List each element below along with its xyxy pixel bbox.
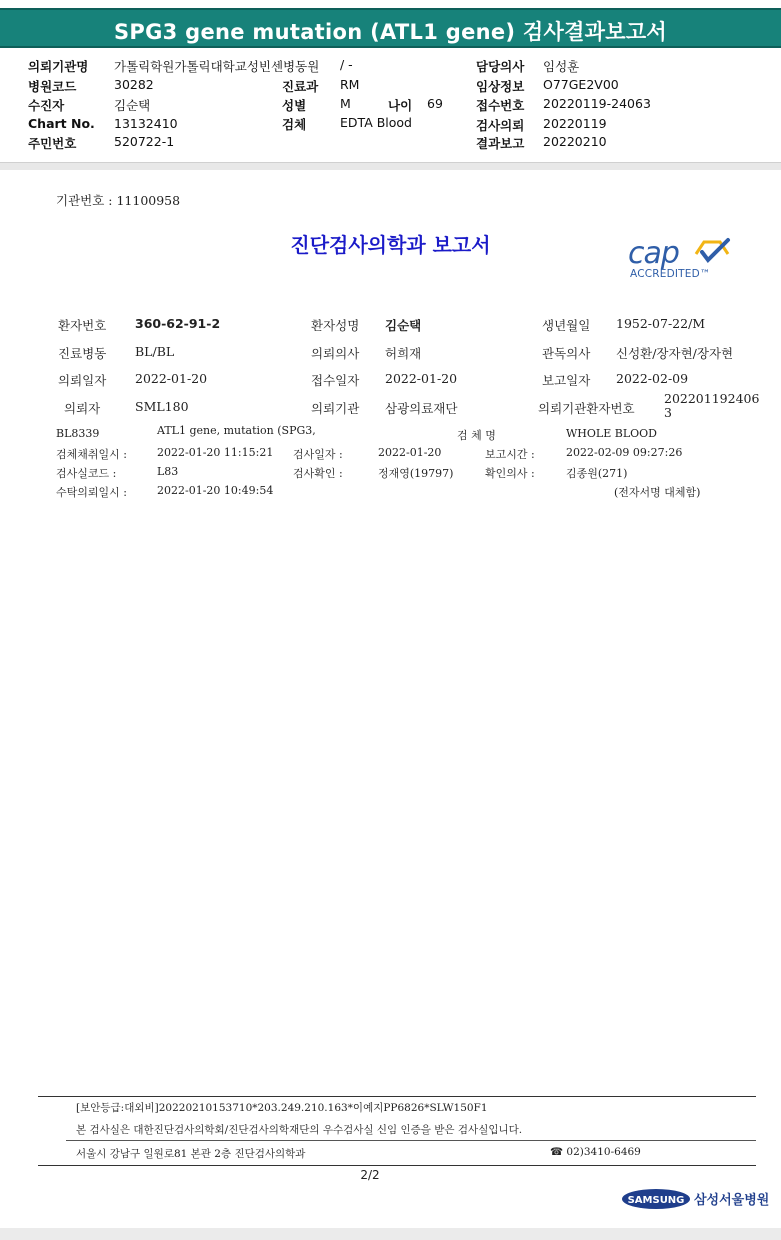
- patient-name-value: 김순택: [385, 318, 422, 333]
- commission-time-value: 2022-01-20 10:49:54: [157, 484, 274, 497]
- report-date-label: 보고일자: [542, 373, 591, 388]
- receipt-label: 접수번호: [476, 98, 525, 113]
- birth-label: 생년월일: [542, 318, 591, 333]
- test-date-value: 2022-01-20: [378, 446, 442, 459]
- confirm-doctor-value: 김종원(271): [566, 467, 628, 480]
- samsung-brand-text: SAMSUNG: [627, 1195, 685, 1206]
- institution-extra: / -: [340, 57, 353, 72]
- test-date-label: 검사일자 :: [293, 448, 343, 461]
- req-inst-patient-value-2: 3: [664, 405, 672, 420]
- receipt-value: 20220119-24063: [543, 96, 651, 111]
- doctor-label: 담당의사: [476, 59, 525, 74]
- requester-value: SML180: [135, 399, 189, 414]
- institution-value: 가톨릭학원가톨릭대학교성빈센병동원: [114, 59, 320, 74]
- recv-date-label: 접수일자: [311, 373, 360, 388]
- req-inst-label: 의뢰기관: [311, 401, 360, 416]
- specimen-name-value: WHOLE BLOOD: [566, 427, 657, 440]
- requester-label: 의뢰자: [64, 401, 101, 416]
- cap-check-icon: [690, 236, 732, 268]
- signature-note: (전자서명 대체함): [614, 486, 701, 499]
- banner-title: SPG3 gene mutation (ATL1 gene) 검사결과보고서: [113, 20, 668, 44]
- ward-value: BL/BL: [135, 344, 175, 359]
- test-confirm-label: 검사확인 :: [293, 467, 343, 480]
- lab-code-value: L83: [157, 465, 179, 478]
- bottom-margin: [0, 1228, 781, 1240]
- specimen-value: EDTA Blood: [340, 115, 412, 130]
- rrn-label: 주민번호: [28, 136, 77, 151]
- hospital-name-text: 삼성서울병원: [694, 1193, 770, 1208]
- certification-line: 본 검사실은 대한진단검사의학회/진단검사의학재단의 우수검사실 신임 인증을 받은 검사실입니다.: [76, 1124, 523, 1136]
- cap-accredited-logo: [628, 236, 732, 286]
- req-date-label: 의뢰일자: [58, 373, 107, 388]
- req-inst-patient-label: 의뢰기관환자번호: [538, 401, 635, 416]
- report-title: 진단검사의학과 보고서: [290, 233, 491, 257]
- agency-number: 기관번호 : 11100958: [56, 193, 181, 208]
- req-inst-patient-value-1: 202201192406: [664, 391, 760, 406]
- collector-label: 수진자: [28, 98, 65, 113]
- security-line: [보안등급:대외비]20220210153710*203.249.210.163*이예지PP6826*SLW150F1: [76, 1102, 488, 1114]
- page-number: 2/2: [360, 1168, 380, 1182]
- report-date-value: 2022-02-09: [616, 371, 689, 386]
- specimen-name-label: 검 체 명: [457, 429, 496, 442]
- address-line: 서울시 강남구 일원로81 본관 2층 진단검사의학과: [76, 1148, 306, 1160]
- req-doctor-label: 의뢰의사: [311, 346, 360, 361]
- patient-no-value: 360-62-91-2: [135, 316, 221, 331]
- samsung-logo-icon: [622, 1188, 770, 1210]
- test-code: BL8339: [56, 427, 100, 440]
- institution-label: 의뢰기관명: [28, 59, 89, 74]
- rrn-value: 520722-1: [114, 134, 175, 149]
- report-label: 결과보고: [476, 136, 525, 151]
- footer-divider-bottom: [38, 1165, 756, 1166]
- cap-word: cap: [628, 236, 679, 271]
- lab-code-label: 검사실코드 :: [56, 467, 117, 480]
- chart-value: 13132410: [114, 116, 178, 131]
- collect-time-label: 검체채취일시 :: [56, 448, 127, 461]
- footer-divider-middle: [66, 1140, 756, 1141]
- collector-value: 김순택: [114, 98, 151, 113]
- doctor-value: 임성훈: [543, 59, 580, 74]
- req-inst-value: 삼광의료재단: [385, 401, 458, 416]
- request-value: 20220119: [543, 116, 607, 131]
- patient-no-label: 환자번호: [58, 318, 107, 333]
- chart-label: Chart No.: [28, 116, 95, 131]
- report-value: 20220210: [543, 134, 607, 149]
- cap-accredited-text: ACCREDITED™: [630, 268, 711, 280]
- sex-label: 성별: [282, 98, 307, 113]
- sex-value: M: [340, 96, 351, 111]
- specimen-label: 검체: [282, 117, 307, 132]
- report-time-value: 2022-02-09 09:27:26: [566, 446, 683, 459]
- header-separator: [0, 162, 781, 170]
- confirm-doctor-label: 확인의사 :: [485, 467, 535, 480]
- footer-divider-top: [38, 1096, 756, 1097]
- birth-value: 1952-07-22/M: [616, 316, 706, 331]
- clinical-label: 임상정보: [476, 79, 525, 94]
- hospital-code-label: 병원코드: [28, 79, 77, 94]
- dept-value: RM: [340, 77, 360, 92]
- clinical-value: O77GE2V00: [543, 77, 619, 92]
- req-date-value: 2022-01-20: [135, 371, 208, 386]
- request-label: 검사의뢰: [476, 118, 525, 133]
- age-value: 69: [427, 96, 443, 111]
- related-doctor-value: 신성환/장자현/장자현: [616, 346, 734, 361]
- test-confirm-value: 정재영(19797): [378, 467, 454, 480]
- collect-time-value: 2022-01-20 11:15:21: [157, 446, 274, 459]
- dept-label: 진료과: [282, 79, 319, 94]
- report-banner: [0, 8, 781, 48]
- related-doctor-label: 관독의사: [542, 346, 591, 361]
- test-name: ATL1 gene, mutation (SPG3,: [157, 424, 316, 437]
- age-label: 나이: [388, 98, 413, 113]
- req-doctor-value: 허희재: [385, 346, 422, 361]
- hospital-code-value: 30282: [114, 77, 154, 92]
- phone-line: ☎ 02)3410-6469: [550, 1146, 641, 1158]
- recv-date-value: 2022-01-20: [385, 371, 458, 386]
- report-time-label: 보고시간 :: [485, 448, 535, 461]
- samsung-hospital-logo: [622, 1188, 770, 1214]
- commission-time-label: 수탁의뢰일시 :: [56, 486, 127, 499]
- patient-name-label: 환자성명: [311, 318, 360, 333]
- ward-label: 진료병동: [58, 346, 107, 361]
